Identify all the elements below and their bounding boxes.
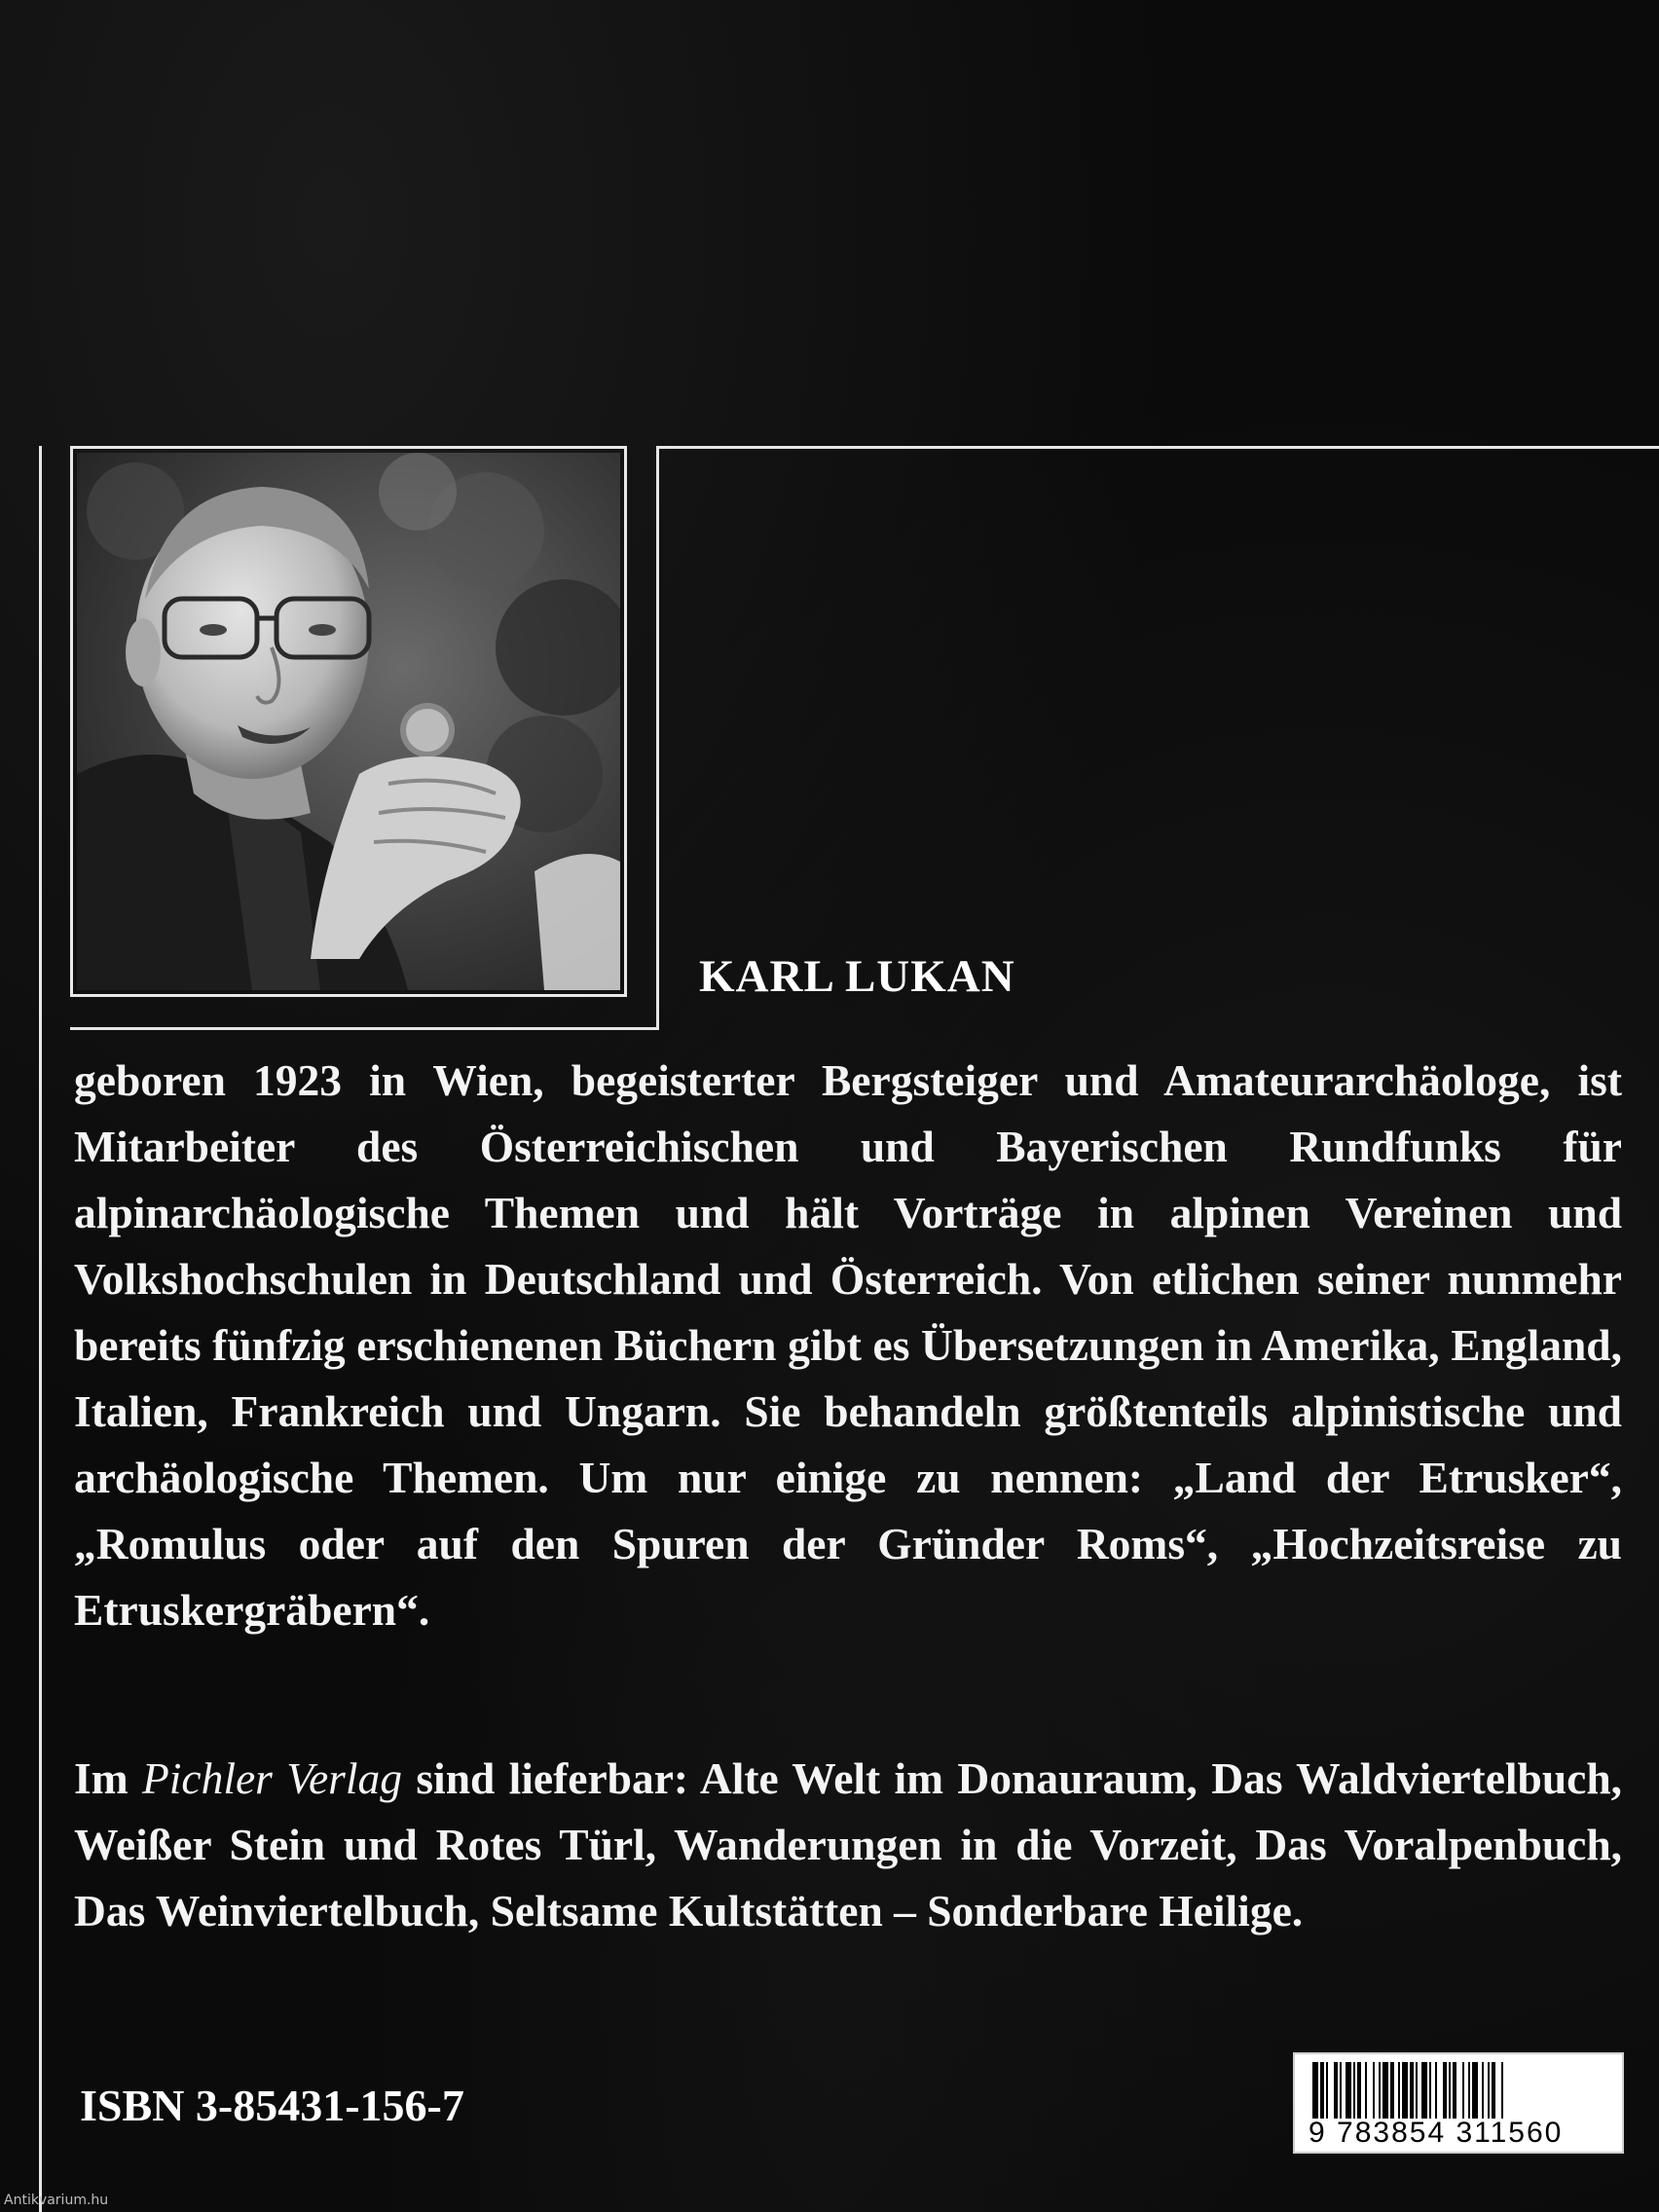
author-photo: [77, 453, 620, 990]
biography-paragraph-1: geboren 1923 in Wien, begeisterter Bergsteiger und Amateurarchäologe, ist Mitarbeiter des Österreichischen und Bayerischen Rundfunks für alpinarchäologische Themen und hält Vorträge in alpinen Vereinen und Volkshochschulen in Deutschland und Österreich. Von etlichen seiner nunmehr bereits fünfzig erschienenen Büchern gibt es Übersetzungen in Amerika, England, Italien, Frankreich und Ungarn. Sie behandeln größtenteils alpinistische und archäologische Themen. Um nur einige zu nennen: „Land der Etrusker“, „Romulus oder auf den Spuren der Gründer Roms“, „Hochzeitsreise zu Etruskergräbern“.: [74, 1055, 1622, 1635]
watermark-text: Antikvarium.hu: [4, 2193, 109, 2208]
author-photo-frame: [70, 446, 627, 997]
barcode-number: 9 783854 311560: [1309, 2117, 1564, 2149]
biography-paragraph-2: [74, 1746, 1622, 1944]
isbn-number: ISBN 3-85431-156-7: [80, 2081, 464, 2130]
author-portrait-image: [77, 453, 620, 990]
barcode-bars: [1295, 2054, 1622, 2122]
frame-top-line: [658, 446, 1659, 449]
publisher-name: Pichler Verlag: [141, 1753, 403, 1803]
author-name: KARL LUKAN: [699, 951, 1015, 1002]
available-books-intro: Im: [74, 1753, 142, 1803]
frame-divider-vertical: [656, 446, 659, 1030]
frame-left-line: [39, 446, 42, 2212]
barcode: [1293, 2052, 1624, 2154]
available-books-list: sind lieferbar: Alte Welt im Donauraum, Das Waldviertelbuch, Weißer Stein und Rotes Türl, Wanderungen in die Vorzeit, Das Voralpenbuch, Das Weinviertelbuch, Seltsame Kultstätten – Sonderbare Heilige.: [74, 1753, 1623, 1936]
frame-divider-horizontal: [70, 1027, 659, 1030]
